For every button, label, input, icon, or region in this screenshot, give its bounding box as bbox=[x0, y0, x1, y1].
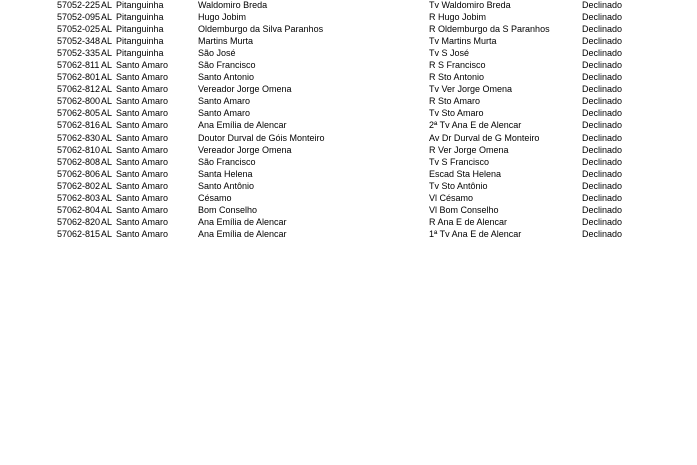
status-cell: Declinado bbox=[582, 216, 623, 227]
uf-cell: AL bbox=[101, 60, 113, 71]
street-name-cell: Ana Emília de Alencar bbox=[198, 216, 287, 227]
table-row bbox=[0, 71, 697, 83]
table-row bbox=[0, 0, 697, 11]
table-row bbox=[0, 107, 697, 119]
street-name-cell: Santo Amaro bbox=[198, 96, 251, 107]
bairro-cell: Pitanguinha bbox=[116, 36, 164, 47]
bairro-cell: Santo Amaro bbox=[116, 108, 169, 119]
logradouro-cell: 1ª Tv Ana E de Alencar bbox=[429, 228, 522, 239]
logradouro-cell: 2ª Tv Ana E de Alencar bbox=[429, 120, 522, 131]
status-cell: Declinado bbox=[582, 120, 623, 131]
bairro-cell: Santo Amaro bbox=[116, 120, 169, 131]
street-name-cell: Hugo Jobim bbox=[198, 12, 247, 23]
status-cell: Declinado bbox=[582, 96, 623, 107]
uf-cell: AL bbox=[101, 228, 113, 239]
cep-cell: 57052-025 bbox=[57, 24, 101, 35]
bairro-cell: Santo Amaro bbox=[116, 60, 169, 71]
table-row bbox=[0, 168, 697, 180]
street-name-cell: Doutor Durval de Góis Monteiro bbox=[198, 132, 325, 143]
cep-cell: 57062-830 bbox=[57, 132, 101, 143]
cep-cell: 57062-806 bbox=[57, 168, 101, 179]
logradouro-cell: Tv Ver Jorge Omena bbox=[429, 84, 513, 95]
uf-cell: AL bbox=[101, 168, 113, 179]
logradouro-cell: Tv Martins Murta bbox=[429, 36, 497, 47]
bairro-cell: Santo Amaro bbox=[116, 132, 169, 143]
logradouro-cell: R S Francisco bbox=[429, 60, 486, 71]
table-row bbox=[0, 95, 697, 107]
bairro-cell: Santo Amaro bbox=[116, 204, 169, 215]
cep-cell: 57062-808 bbox=[57, 156, 101, 167]
status-cell: Declinado bbox=[582, 192, 623, 203]
status-cell: Declinado bbox=[582, 168, 623, 179]
logradouro-cell: R Hugo Jobim bbox=[429, 12, 487, 23]
uf-cell: AL bbox=[101, 144, 113, 155]
street-name-cell: São Francisco bbox=[198, 60, 256, 71]
street-name-cell: Vereador Jorge Omena bbox=[198, 84, 292, 95]
status-cell: Declinado bbox=[582, 36, 623, 47]
uf-cell: AL bbox=[101, 72, 113, 83]
status-cell: Declinado bbox=[582, 60, 623, 71]
uf-cell: AL bbox=[101, 180, 113, 191]
cep-cell: 57062-804 bbox=[57, 204, 101, 215]
table-row bbox=[0, 83, 697, 95]
table-row bbox=[0, 204, 697, 216]
status-cell: Declinado bbox=[582, 0, 623, 10]
bairro-cell: Santo Amaro bbox=[116, 72, 169, 83]
street-name-cell: Bom Conselho bbox=[198, 204, 258, 215]
cep-cell: 57052-348 bbox=[57, 36, 101, 47]
status-cell: Declinado bbox=[582, 48, 623, 59]
logradouro-cell: Tv Sto Antônio bbox=[429, 180, 488, 191]
street-name-cell: Ana Emília de Alencar bbox=[198, 228, 287, 239]
logradouro-cell: R Oldemburgo da S Paranhos bbox=[429, 24, 550, 35]
table-row bbox=[0, 35, 697, 47]
uf-cell: AL bbox=[101, 192, 113, 203]
uf-cell: AL bbox=[101, 96, 113, 107]
status-cell: Declinado bbox=[582, 24, 623, 35]
status-cell: Declinado bbox=[582, 228, 623, 239]
street-name-cell: Vereador Jorge Omena bbox=[198, 144, 292, 155]
cep-cell: 57062-810 bbox=[57, 144, 101, 155]
logradouro-cell: Vl Césamo bbox=[429, 192, 474, 203]
bairro-cell: Santo Amaro bbox=[116, 168, 169, 179]
status-cell: Declinado bbox=[582, 72, 623, 83]
bairro-cell: Santo Amaro bbox=[116, 228, 169, 239]
cep-cell: 57062-811 bbox=[57, 60, 100, 71]
status-cell: Declinado bbox=[582, 132, 623, 143]
street-name-cell: Santo Antônio bbox=[198, 180, 255, 191]
logradouro-cell: Escad Sta Helena bbox=[429, 168, 502, 179]
table-row bbox=[0, 119, 697, 131]
table-row bbox=[0, 216, 697, 228]
cep-cell: 57052-335 bbox=[57, 48, 101, 59]
uf-cell: AL bbox=[101, 48, 113, 59]
cep-cell: 57062-815 bbox=[57, 228, 101, 239]
logradouro-cell: Vl Bom Conselho bbox=[429, 204, 499, 215]
street-name-cell: São José bbox=[198, 48, 236, 59]
uf-cell: AL bbox=[101, 204, 113, 215]
bairro-cell: Santo Amaro bbox=[116, 156, 169, 167]
logradouro-cell: Tv Sto Amaro bbox=[429, 108, 484, 119]
bairro-cell: Santo Amaro bbox=[116, 144, 169, 155]
table-row bbox=[0, 144, 697, 156]
uf-cell: AL bbox=[101, 216, 113, 227]
bairro-cell: Santo Amaro bbox=[116, 216, 169, 227]
uf-cell: AL bbox=[101, 24, 113, 35]
street-name-cell: Martins Murta bbox=[198, 36, 254, 47]
cep-cell: 57062-820 bbox=[57, 216, 101, 227]
status-cell: Declinado bbox=[582, 84, 623, 95]
logradouro-cell: Tv S José bbox=[429, 48, 470, 59]
cep-cell: 57062-801 bbox=[57, 72, 101, 83]
table-row bbox=[0, 180, 697, 192]
logradouro-cell: R Ver Jorge Omena bbox=[429, 144, 509, 155]
street-name-cell: Oldemburgo da Silva Paranhos bbox=[198, 24, 324, 35]
logradouro-cell: R Sto Antonio bbox=[429, 72, 485, 83]
bairro-cell: Pitanguinha bbox=[116, 24, 164, 35]
cep-cell: 57052-095 bbox=[57, 12, 101, 23]
cep-cell: 57062-805 bbox=[57, 108, 101, 119]
bairro-cell: Pitanguinha bbox=[116, 12, 164, 23]
bairro-cell: Pitanguinha bbox=[116, 0, 164, 10]
street-name-cell: Santa Helena bbox=[198, 168, 253, 179]
bairro-cell: Santo Amaro bbox=[116, 192, 169, 203]
bairro-cell: Santo Amaro bbox=[116, 180, 169, 191]
table-row bbox=[0, 192, 697, 204]
uf-cell: AL bbox=[101, 120, 113, 131]
cep-cell: 57062-812 bbox=[57, 84, 101, 95]
table-row bbox=[0, 59, 697, 71]
table-row bbox=[0, 228, 697, 240]
logradouro-cell: Tv Waldomiro Breda bbox=[429, 0, 511, 10]
uf-cell: AL bbox=[101, 132, 113, 143]
uf-cell: AL bbox=[101, 84, 113, 95]
cep-cell: 57062-816 bbox=[57, 120, 101, 131]
street-name-cell: Santo Amaro bbox=[198, 108, 251, 119]
cep-cell: 57062-802 bbox=[57, 180, 101, 191]
cep-cell: 57062-803 bbox=[57, 192, 101, 203]
street-name-cell: Ana Emília de Alencar bbox=[198, 120, 287, 131]
street-name-cell: Waldomiro Breda bbox=[198, 0, 268, 10]
bairro-cell: Santo Amaro bbox=[116, 84, 169, 95]
uf-cell: AL bbox=[101, 36, 113, 47]
uf-cell: AL bbox=[101, 156, 113, 167]
street-name-cell: Césamo bbox=[198, 192, 232, 203]
status-cell: Declinado bbox=[582, 12, 623, 23]
table-row bbox=[0, 23, 697, 35]
street-name-cell: Santo Antonio bbox=[198, 72, 255, 83]
logradouro-cell: Av Dr Durval de G Monteiro bbox=[429, 132, 540, 143]
status-cell: Declinado bbox=[582, 144, 623, 155]
status-cell: Declinado bbox=[582, 156, 623, 167]
cep-cell: 57052-225 bbox=[57, 0, 101, 10]
uf-cell: AL bbox=[101, 108, 113, 119]
status-cell: Declinado bbox=[582, 180, 623, 191]
bairro-cell: Pitanguinha bbox=[116, 48, 164, 59]
bairro-cell: Santo Amaro bbox=[116, 96, 169, 107]
table-row bbox=[0, 132, 697, 144]
cep-cell: 57062-800 bbox=[57, 96, 101, 107]
street-name-cell: São Francisco bbox=[198, 156, 256, 167]
table-row bbox=[0, 156, 697, 168]
uf-cell: AL bbox=[101, 0, 113, 10]
status-cell: Declinado bbox=[582, 204, 623, 215]
table-row bbox=[0, 11, 697, 23]
table-row bbox=[0, 47, 697, 59]
logradouro-cell: R Ana E de Alencar bbox=[429, 216, 508, 227]
status-cell: Declinado bbox=[582, 108, 623, 119]
logradouro-cell: Tv S Francisco bbox=[429, 156, 490, 167]
uf-cell: AL bbox=[101, 12, 113, 23]
logradouro-cell: R Sto Amaro bbox=[429, 96, 481, 107]
